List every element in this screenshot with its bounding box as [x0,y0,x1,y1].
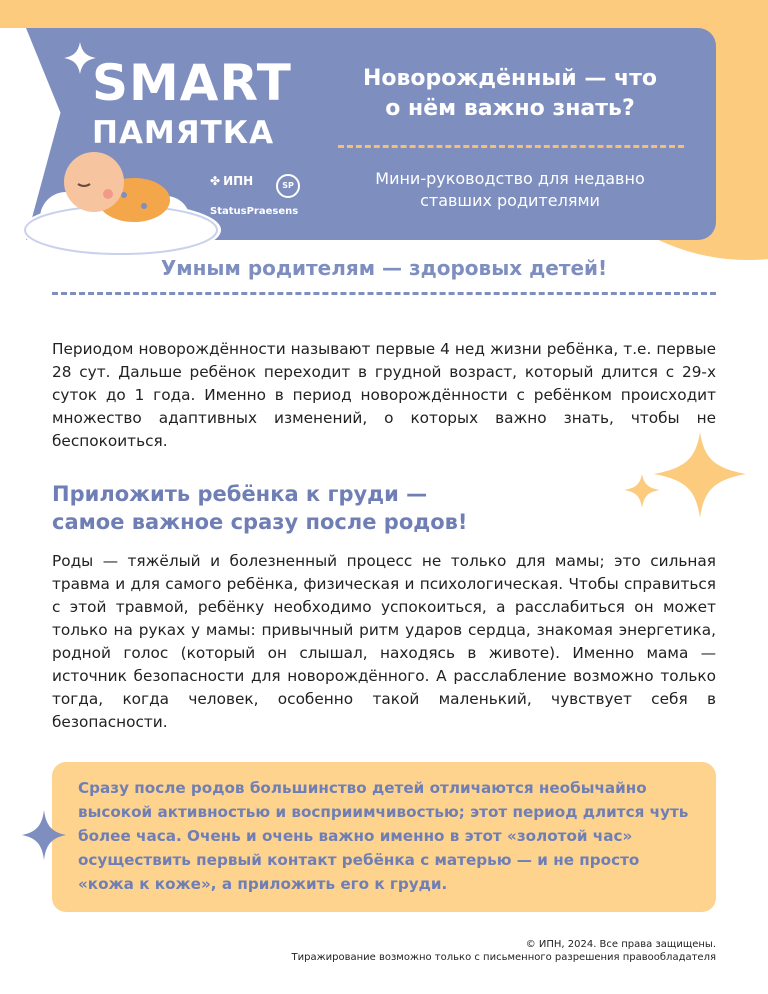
pinwheel-icon: ✤ [210,174,221,188]
page-subtitle-line1: Мини-руководство для недавно [375,169,645,188]
page-title [330,64,690,124]
footer [292,938,716,964]
ipn-logo-text: ИПН [223,174,254,188]
banner-dashed-divider [338,145,684,148]
brand-title: SMART [92,54,292,112]
sleeping-baby-cloud-illustration [16,140,226,260]
tagline: Умным родителям — здоровых детей! [160,256,608,280]
section-heading-line1: Приложить ребёнка к груди — [52,482,428,506]
callout-text: Сразу после родов большинство детей отличаются необычайно высокой активностью и восприимчивостью; этот период длится чуть более часа. Очень и очень важно именно в этот «золотой час» осуществить первый контакт ребёнка с матерью — и не просто «кожа к коже», а приложить его к груди. [78,779,689,893]
section-body: Роды — тяжёлый и болезненный процесс не только для мамы; это сильная травма и для самого ребёнка, физическая и психологическая. Чтобы справиться с этой травмой, ребёнку необходимо успокоиться, а расслабиться он может только на руках у мамы: привычный ритм ударов сердца, знакомая энергетика, родной голос (который он слышал, находясь в животе). Именно мама — источник безопасности для новорождённого. А расслабление возможно только тогда, когда человек, особенно такой маленький, чувствует себя в безопасности. [52,552,716,731]
sparkle-icon [22,810,66,860]
page-title-line1: Новорождённый — что [362,66,657,91]
ipn-logo [210,174,253,188]
sparkles-icon [620,432,750,522]
statuspraesens-logo: StatusPraesens [210,206,299,217]
sp-logo: SP [276,174,300,198]
page-title-line2: о нём важно знать? [385,96,635,121]
reproduction-notice: Тиражирование возможно только с письменного разрешения правообладателя [291,952,716,963]
page-subtitle-line2: ставших родителями [420,191,600,210]
tagline-dashed-divider [52,292,716,295]
section-heading [52,480,572,536]
intro-paragraph: Периодом новорождённости называют первые 4 нед жизни ребёнка, т.е. первые 28 сут. Дальше ребёнок переходит в грудной возраст, который длится с 29-х суток до 1 года. Именно в период новорождённости с ребёнком происходит множество адаптивных изменений, о которых важно знать, чтобы не беспокоиться. [52,340,716,450]
page-subtitle [330,168,690,212]
copyright: © ИПН, 2024. Все права защищены. [525,939,716,950]
section-heading-line2: самое важное сразу после родов! [52,510,468,534]
brand-subtitle: ПАМЯТКА [92,115,275,151]
